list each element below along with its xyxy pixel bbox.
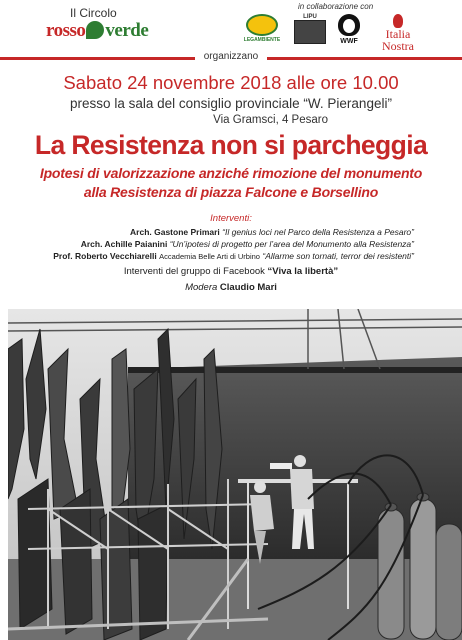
italia-nostra-logo [368,14,428,52]
speaker-topic: “Allarme son tornati, terror dei resistenti” [262,251,414,261]
main-title: La Resistenza non si parcheggia [34,130,428,160]
facebook-group-line [0,266,462,277]
divider-right [267,57,462,60]
rossoverde-logo [46,20,148,42]
speaker-topic: “Un’ipotesi di progetto per l’area del Monumento alla Resistenza” [169,239,414,249]
wwf-logo [336,14,362,45]
legambiente-wordmark: LEGAMBIENTE [243,37,281,43]
italia-nostra-word-2: Nostra [382,39,414,53]
moderator-label: Modera [185,282,218,293]
divider-left [0,57,195,60]
speaker-name: Prof. Roberto Vecchiarelli [53,251,157,261]
subtitle-line-1: Ipotesi di valorizzazione anziché rimozione del monumento [39,165,423,181]
lipu-wordmark: LIPU [303,14,317,20]
facebook-prefix: Interventi del gruppo di Facebook [123,266,265,277]
monument-construction-photo [8,309,462,640]
circolo-prefix: Il Circolo [70,6,117,20]
leaf-icon [86,21,104,39]
event-date-time: Sabato 24 novembre 2018 alle ore 10.00 [63,72,399,93]
facebook-group-name: “Viva la libertà” [267,266,339,277]
organizzano-label: organizzano [203,51,259,62]
logo-word-verde: verde [105,20,149,41]
speaker-affiliation: Accademia Belle Arti di Urbino [159,252,260,261]
interventi-label: Interventi: [210,213,252,224]
wwf-wordmark: WWF [340,38,358,45]
collaboration-text: in collaborazione con [298,2,374,11]
moderator-line [0,282,462,293]
panda-icon [338,14,360,36]
lipu-logo [294,14,326,44]
subtitle-line-2: alla Resistenza di piazza Falcone e Borsellino [83,184,379,200]
speaker-line [130,227,414,237]
logo-word-rosso: rosso [46,20,86,41]
event-address: Via Gramsci, 4 Pesaro [213,114,328,126]
speaker-name: Arch. Achille Paianini [80,239,168,249]
moderator-name: Claudio Mari [219,282,277,293]
italia-nostra-word-1: Italia [385,27,411,41]
legambiente-emblem-icon [246,14,278,36]
speaker-line [53,251,414,261]
lipu-bird-icon [294,20,326,44]
speaker-name: Arch. Gastone Primari [130,227,220,237]
speaker-topic: “Il genius loci nel Parco della Resistenza a Pesaro” [222,227,414,237]
flame-icon [393,14,403,28]
speaker-line [81,239,414,249]
legambiente-logo [240,14,284,43]
event-venue: presso la sala del consiglio provinciale “W. Pierangeli” [70,96,392,111]
